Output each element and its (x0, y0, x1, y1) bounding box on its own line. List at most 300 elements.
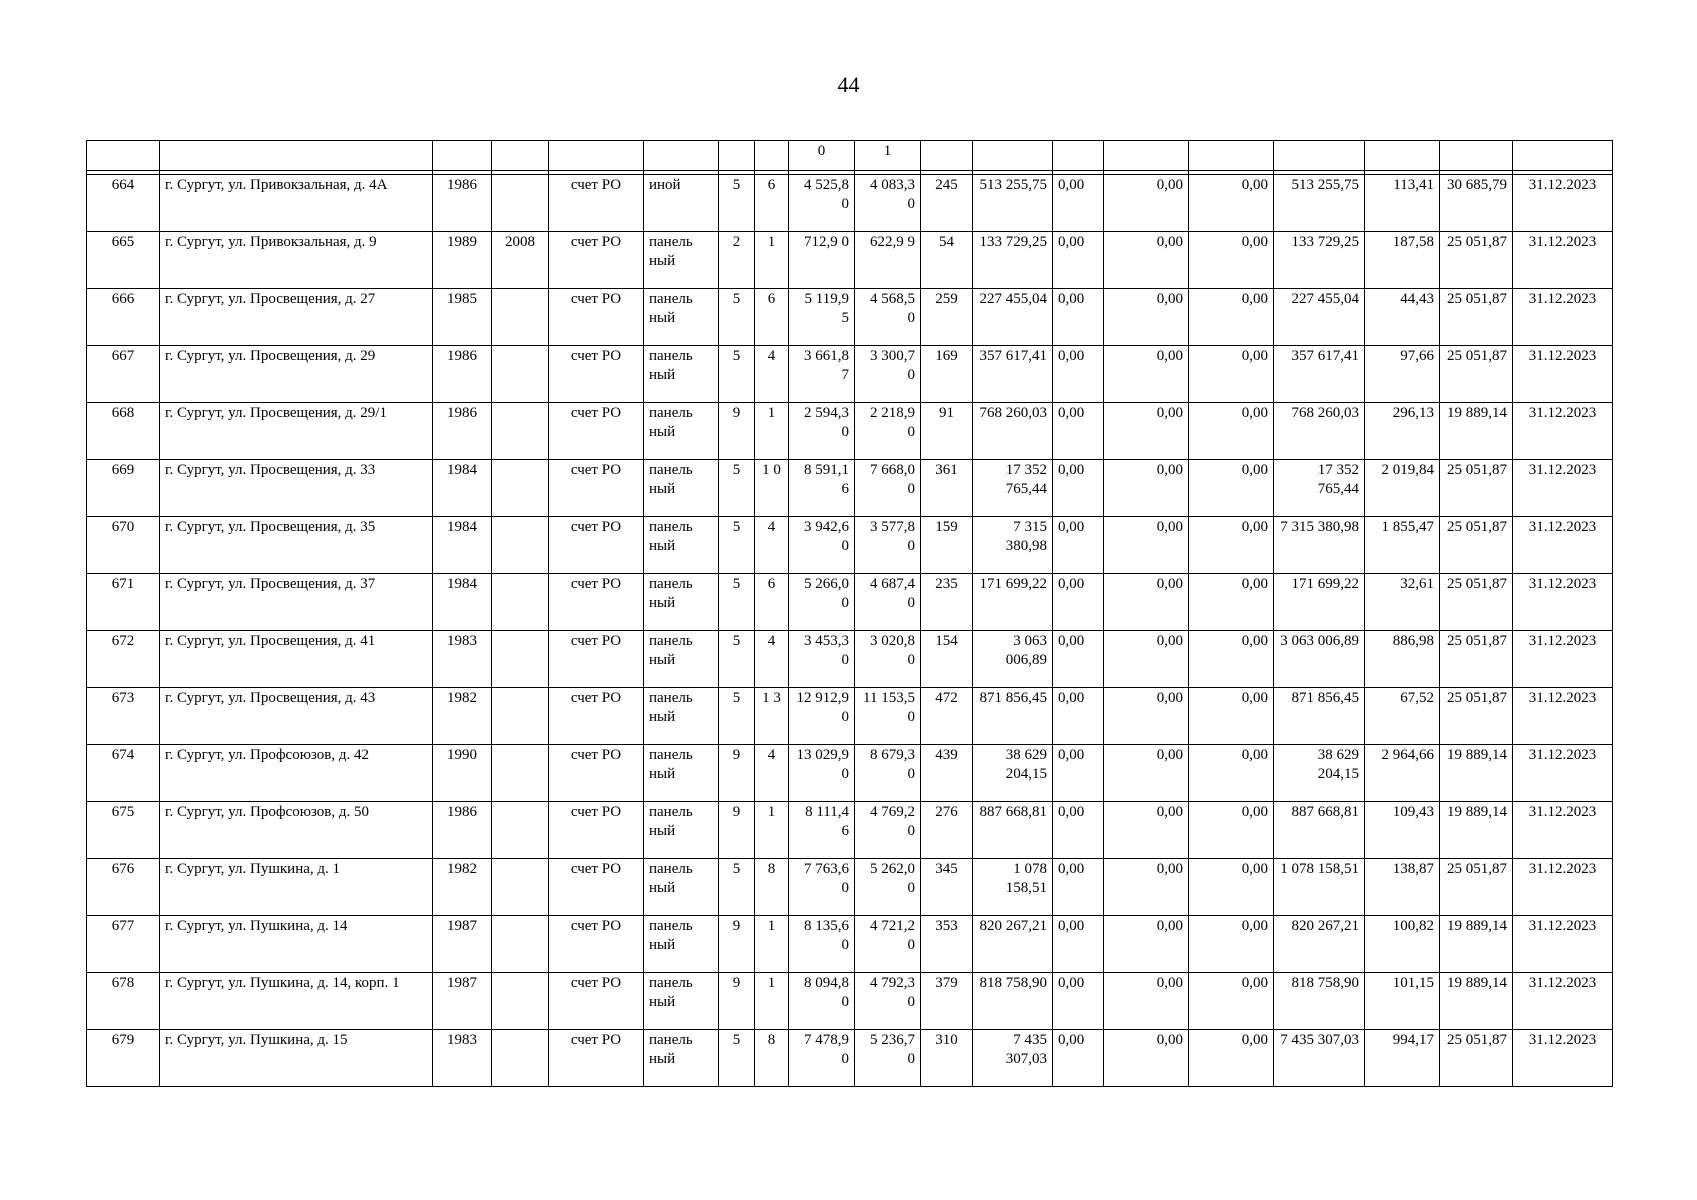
residents-cell: 345 (921, 859, 973, 916)
year-renovated-cell: 2008 (492, 232, 549, 289)
row-number: 668 (87, 403, 160, 460)
deadline-cell: 31.12.2023 (1513, 574, 1613, 631)
value-cell: 0,00 (1104, 688, 1189, 745)
value-cell: 0,00 (1189, 631, 1274, 688)
row-number: 677 (87, 916, 160, 973)
value-cell: 0,00 (1053, 1030, 1104, 1087)
floors-cell: 2 (719, 232, 755, 289)
year-renovated-cell (492, 403, 549, 460)
cost-cell: 17 352 765,44 (973, 460, 1053, 517)
limit-cell: 19 889,14 (1440, 403, 1513, 460)
total-area-cell: 4 525,8 0 (789, 175, 855, 232)
cost-per-m2-cell: 2 019,84 (1365, 460, 1440, 517)
floors-cell: 5 (719, 517, 755, 574)
account-type-cell: счет РО (549, 346, 644, 403)
total-cost-cell: 1 078 158,51 (1274, 859, 1365, 916)
entrances-cell: 4 (755, 517, 789, 574)
cost-per-m2-cell: 100,82 (1365, 916, 1440, 973)
cost-cell: 820 267,21 (973, 916, 1053, 973)
value-cell: 0,00 (1053, 859, 1104, 916)
table-row (87, 1030, 1613, 1087)
continuation-cell (719, 141, 755, 171)
deadline-cell: 31.12.2023 (1513, 802, 1613, 859)
value-cell: 0,00 (1104, 859, 1189, 916)
value-cell: 0,00 (1189, 802, 1274, 859)
deadline-cell: 31.12.2023 (1513, 916, 1613, 973)
entrances-cell: 1 (755, 403, 789, 460)
continuation-cell (87, 141, 160, 171)
value-cell: 0,00 (1053, 175, 1104, 232)
entrances-cell: 8 (755, 1030, 789, 1087)
row-number: 670 (87, 517, 160, 574)
deadline-cell: 31.12.2023 (1513, 631, 1613, 688)
value-cell: 0,00 (1053, 232, 1104, 289)
total-cost-cell: 227 455,04 (1274, 289, 1365, 346)
account-type-cell: счет РО (549, 1030, 644, 1087)
deadline-cell: 31.12.2023 (1513, 517, 1613, 574)
residents-cell: 169 (921, 346, 973, 403)
wall-material-cell: панель ный (644, 517, 719, 574)
total-area-cell: 712,9 0 (789, 232, 855, 289)
living-area-cell: 2 218,9 0 (855, 403, 921, 460)
table-row (87, 232, 1613, 289)
deadline-cell: 31.12.2023 (1513, 403, 1613, 460)
year-renovated-cell (492, 460, 549, 517)
living-area-cell: 5 236,7 0 (855, 1030, 921, 1087)
residents-cell: 353 (921, 916, 973, 973)
residents-cell: 361 (921, 460, 973, 517)
floors-cell: 9 (719, 403, 755, 460)
total-area-cell: 8 135,6 0 (789, 916, 855, 973)
total-area-cell: 3 453,3 0 (789, 631, 855, 688)
limit-cell: 25 051,87 (1440, 688, 1513, 745)
continuation-cell (1440, 141, 1513, 171)
total-cost-cell: 887 668,81 (1274, 802, 1365, 859)
deadline-cell: 31.12.2023 (1513, 346, 1613, 403)
account-type-cell: счет РО (549, 973, 644, 1030)
living-area-cell: 4 083,3 0 (855, 175, 921, 232)
account-type-cell: счет РО (549, 631, 644, 688)
table-row (87, 631, 1613, 688)
value-cell: 0,00 (1189, 688, 1274, 745)
total-area-cell: 5 119,9 5 (789, 289, 855, 346)
continuation-cell (755, 141, 789, 171)
year-built-cell: 1989 (433, 232, 492, 289)
year-renovated-cell (492, 289, 549, 346)
cost-cell: 887 668,81 (973, 802, 1053, 859)
value-cell: 0,00 (1189, 289, 1274, 346)
account-type-cell: счет РО (549, 517, 644, 574)
continuation-cell (973, 141, 1053, 171)
value-cell: 0,00 (1189, 460, 1274, 517)
entrances-cell: 4 (755, 346, 789, 403)
value-cell: 0,00 (1053, 517, 1104, 574)
cost-cell: 7 315 380,98 (973, 517, 1053, 574)
cost-cell: 357 617,41 (973, 346, 1053, 403)
value-cell: 0,00 (1189, 232, 1274, 289)
account-type-cell: счет РО (549, 859, 644, 916)
residents-cell: 472 (921, 688, 973, 745)
total-cost-cell: 768 260,03 (1274, 403, 1365, 460)
housing-register-table (86, 140, 1613, 1087)
entrances-cell: 1 (755, 916, 789, 973)
limit-cell: 25 051,87 (1440, 859, 1513, 916)
residents-cell: 259 (921, 289, 973, 346)
row-number: 664 (87, 175, 160, 232)
continuation-row (87, 141, 1613, 171)
cost-cell: 871 856,45 (973, 688, 1053, 745)
address-cell: г. Сургут, ул. Привокзальная, д. 9 (160, 232, 433, 289)
entrances-cell: 4 (755, 631, 789, 688)
account-type-cell: счет РО (549, 802, 644, 859)
value-cell: 0,00 (1104, 517, 1189, 574)
row-number: 675 (87, 802, 160, 859)
row-number: 678 (87, 973, 160, 1030)
limit-cell: 25 051,87 (1440, 574, 1513, 631)
entrances-cell: 1 (755, 973, 789, 1030)
wall-material-cell: панель ный (644, 346, 719, 403)
address-cell: г. Сургут, ул. Пушкина, д. 1 (160, 859, 433, 916)
continuation-cell (921, 141, 973, 171)
floors-cell: 9 (719, 802, 755, 859)
total-cost-cell: 820 267,21 (1274, 916, 1365, 973)
living-area-cell: 4 687,4 0 (855, 574, 921, 631)
year-renovated-cell (492, 1030, 549, 1087)
limit-cell: 25 051,87 (1440, 289, 1513, 346)
value-cell: 0,00 (1053, 631, 1104, 688)
total-area-cell: 7 763,6 0 (789, 859, 855, 916)
value-cell: 0,00 (1189, 1030, 1274, 1087)
address-cell: г. Сургут, ул. Просвещения, д. 33 (160, 460, 433, 517)
cost-cell: 768 260,03 (973, 403, 1053, 460)
continuation-cell (1274, 141, 1365, 171)
floors-cell: 9 (719, 916, 755, 973)
year-built-cell: 1983 (433, 1030, 492, 1087)
value-cell: 0,00 (1189, 859, 1274, 916)
limit-cell: 25 051,87 (1440, 1030, 1513, 1087)
total-area-cell: 12 912,9 0 (789, 688, 855, 745)
value-cell: 0,00 (1104, 1030, 1189, 1087)
value-cell: 0,00 (1189, 175, 1274, 232)
limit-cell: 25 051,87 (1440, 232, 1513, 289)
value-cell: 0,00 (1104, 346, 1189, 403)
table-row (87, 460, 1613, 517)
deadline-cell: 31.12.2023 (1513, 1030, 1613, 1087)
residents-cell: 310 (921, 1030, 973, 1087)
continuation-cell (160, 141, 433, 171)
value-cell: 0,00 (1053, 289, 1104, 346)
continuation-cell (549, 141, 644, 171)
value-cell: 0,00 (1104, 460, 1189, 517)
year-built-cell: 1986 (433, 403, 492, 460)
value-cell: 0,00 (1053, 973, 1104, 1030)
account-type-cell: счет РО (549, 460, 644, 517)
wall-material-cell: панель ный (644, 1030, 719, 1087)
entrances-cell: 6 (755, 175, 789, 232)
address-cell: г. Сургут, ул. Профсоюзов, д. 50 (160, 802, 433, 859)
table-row (87, 517, 1613, 574)
wall-material-cell: панель ный (644, 745, 719, 802)
table-row (87, 802, 1613, 859)
living-area-cell: 622,9 9 (855, 232, 921, 289)
living-area-cell: 3 300,7 0 (855, 346, 921, 403)
address-cell: г. Сургут, ул. Профсоюзов, д. 42 (160, 745, 433, 802)
wall-material-cell: панель ный (644, 802, 719, 859)
cost-per-m2-cell: 113,41 (1365, 175, 1440, 232)
year-built-cell: 1985 (433, 289, 492, 346)
living-area-cell: 3 020,8 0 (855, 631, 921, 688)
page-number: 44 (837, 72, 860, 97)
cost-cell: 171 699,22 (973, 574, 1053, 631)
floors-cell: 5 (719, 859, 755, 916)
total-cost-cell: 357 617,41 (1274, 346, 1365, 403)
total-cost-cell: 7 435 307,03 (1274, 1030, 1365, 1087)
value-cell: 0,00 (1104, 973, 1189, 1030)
continuation-cell (1513, 141, 1613, 171)
year-renovated-cell (492, 517, 549, 574)
floors-cell: 5 (719, 175, 755, 232)
cost-cell: 1 078 158,51 (973, 859, 1053, 916)
year-renovated-cell (492, 688, 549, 745)
row-number: 673 (87, 688, 160, 745)
value-cell: 0,00 (1104, 802, 1189, 859)
value-cell: 0,00 (1053, 574, 1104, 631)
residents-cell: 245 (921, 175, 973, 232)
total-cost-cell: 38 629 204,15 (1274, 745, 1365, 802)
continuation-cell: 1 (855, 141, 921, 171)
cost-per-m2-cell: 994,17 (1365, 1030, 1440, 1087)
total-cost-cell: 513 255,75 (1274, 175, 1365, 232)
cost-cell: 7 435 307,03 (973, 1030, 1053, 1087)
entrances-cell: 6 (755, 289, 789, 346)
value-cell: 0,00 (1189, 745, 1274, 802)
deadline-cell: 31.12.2023 (1513, 175, 1613, 232)
total-cost-cell: 7 315 380,98 (1274, 517, 1365, 574)
cost-per-m2-cell: 886,98 (1365, 631, 1440, 688)
cost-per-m2-cell: 32,61 (1365, 574, 1440, 631)
table-row (87, 916, 1613, 973)
cost-per-m2-cell: 109,43 (1365, 802, 1440, 859)
limit-cell: 19 889,14 (1440, 802, 1513, 859)
entrances-cell: 1 0 (755, 460, 789, 517)
total-area-cell: 7 478,9 0 (789, 1030, 855, 1087)
year-built-cell: 1987 (433, 916, 492, 973)
year-built-cell: 1984 (433, 460, 492, 517)
table-row (87, 859, 1613, 916)
table-row (87, 403, 1613, 460)
value-cell: 0,00 (1104, 574, 1189, 631)
year-built-cell: 1986 (433, 175, 492, 232)
living-area-cell: 3 577,8 0 (855, 517, 921, 574)
value-cell: 0,00 (1104, 289, 1189, 346)
address-cell: г. Сургут, ул. Просвещения, д. 29 (160, 346, 433, 403)
value-cell: 0,00 (1104, 403, 1189, 460)
entrances-cell: 1 (755, 802, 789, 859)
year-built-cell: 1986 (433, 802, 492, 859)
address-cell: г. Сургут, ул. Пушкина, д. 14 (160, 916, 433, 973)
deadline-cell: 31.12.2023 (1513, 973, 1613, 1030)
cost-per-m2-cell: 296,13 (1365, 403, 1440, 460)
floors-cell: 5 (719, 631, 755, 688)
account-type-cell: счет РО (549, 232, 644, 289)
residents-cell: 54 (921, 232, 973, 289)
total-cost-cell: 818 758,90 (1274, 973, 1365, 1030)
floors-cell: 5 (719, 1030, 755, 1087)
address-cell: г. Сургут, ул. Привокзальная, д. 4А (160, 175, 433, 232)
value-cell: 0,00 (1189, 346, 1274, 403)
year-renovated-cell (492, 802, 549, 859)
table-row (87, 688, 1613, 745)
value-cell: 0,00 (1104, 232, 1189, 289)
value-cell: 0,00 (1189, 916, 1274, 973)
value-cell: 0,00 (1104, 631, 1189, 688)
row-number: 674 (87, 745, 160, 802)
entrances-cell: 1 (755, 232, 789, 289)
row-number: 666 (87, 289, 160, 346)
value-cell: 0,00 (1104, 175, 1189, 232)
total-area-cell: 13 029,9 0 (789, 745, 855, 802)
residents-cell: 154 (921, 631, 973, 688)
total-cost-cell: 171 699,22 (1274, 574, 1365, 631)
total-area-cell: 5 266,0 0 (789, 574, 855, 631)
deadline-cell: 31.12.2023 (1513, 232, 1613, 289)
year-built-cell: 1982 (433, 688, 492, 745)
year-built-cell: 1982 (433, 859, 492, 916)
year-renovated-cell (492, 175, 549, 232)
deadline-cell: 31.12.2023 (1513, 859, 1613, 916)
value-cell: 0,00 (1053, 346, 1104, 403)
value-cell: 0,00 (1053, 745, 1104, 802)
limit-cell: 19 889,14 (1440, 916, 1513, 973)
cost-per-m2-cell: 187,58 (1365, 232, 1440, 289)
living-area-cell: 4 721,2 0 (855, 916, 921, 973)
total-area-cell: 8 094,8 0 (789, 973, 855, 1030)
row-number: 679 (87, 1030, 160, 1087)
table-row (87, 289, 1613, 346)
continuation-cell (1189, 141, 1274, 171)
floors-cell: 5 (719, 688, 755, 745)
cost-per-m2-cell: 67,52 (1365, 688, 1440, 745)
limit-cell: 19 889,14 (1440, 973, 1513, 1030)
value-cell: 0,00 (1053, 460, 1104, 517)
cost-per-m2-cell: 97,66 (1365, 346, 1440, 403)
value-cell: 0,00 (1053, 403, 1104, 460)
continuation-cell (1104, 141, 1189, 171)
table-row (87, 574, 1613, 631)
deadline-cell: 31.12.2023 (1513, 460, 1613, 517)
total-cost-cell: 17 352 765,44 (1274, 460, 1365, 517)
table-row (87, 745, 1613, 802)
residents-cell: 439 (921, 745, 973, 802)
row-number: 671 (87, 574, 160, 631)
total-area-cell: 8 591,1 6 (789, 460, 855, 517)
value-cell: 0,00 (1104, 916, 1189, 973)
cost-cell: 133 729,25 (973, 232, 1053, 289)
year-built-cell: 1984 (433, 517, 492, 574)
address-cell: г. Сургут, ул. Пушкина, д. 15 (160, 1030, 433, 1087)
wall-material-cell: панель ный (644, 916, 719, 973)
row-number: 672 (87, 631, 160, 688)
entrances-cell: 1 3 (755, 688, 789, 745)
wall-material-cell: панель ный (644, 403, 719, 460)
floors-cell: 5 (719, 289, 755, 346)
cost-cell: 513 255,75 (973, 175, 1053, 232)
wall-material-cell: панель ный (644, 574, 719, 631)
wall-material-cell: иной (644, 175, 719, 232)
year-renovated-cell (492, 574, 549, 631)
continuation-cell (1053, 141, 1104, 171)
cost-cell: 38 629 204,15 (973, 745, 1053, 802)
year-built-cell: 1983 (433, 631, 492, 688)
row-number: 665 (87, 232, 160, 289)
value-cell: 0,00 (1053, 688, 1104, 745)
wall-material-cell: панель ный (644, 460, 719, 517)
cost-cell: 227 455,04 (973, 289, 1053, 346)
entrances-cell: 8 (755, 859, 789, 916)
floors-cell: 9 (719, 745, 755, 802)
account-type-cell: счет РО (549, 289, 644, 346)
address-cell: г. Сургут, ул. Пушкина, д. 14, корп. 1 (160, 973, 433, 1030)
year-renovated-cell (492, 631, 549, 688)
wall-material-cell: панель ный (644, 688, 719, 745)
floors-cell: 5 (719, 460, 755, 517)
floors-cell: 9 (719, 973, 755, 1030)
address-cell: г. Сургут, ул. Просвещения, д. 41 (160, 631, 433, 688)
residents-cell: 235 (921, 574, 973, 631)
account-type-cell: счет РО (549, 916, 644, 973)
address-cell: г. Сургут, ул. Просвещения, д. 43 (160, 688, 433, 745)
entrances-cell: 6 (755, 574, 789, 631)
value-cell: 0,00 (1053, 916, 1104, 973)
value-cell: 0,00 (1189, 517, 1274, 574)
account-type-cell: счет РО (549, 403, 644, 460)
value-cell: 0,00 (1189, 973, 1274, 1030)
year-built-cell: 1990 (433, 745, 492, 802)
address-cell: г. Сургут, ул. Просвещения, д. 35 (160, 517, 433, 574)
cost-cell: 3 063 006,89 (973, 631, 1053, 688)
wall-material-cell: панель ный (644, 631, 719, 688)
year-built-cell: 1986 (433, 346, 492, 403)
entrances-cell: 4 (755, 745, 789, 802)
address-cell: г. Сургут, ул. Просвещения, д. 27 (160, 289, 433, 346)
deadline-cell: 31.12.2023 (1513, 688, 1613, 745)
wall-material-cell: панель ный (644, 232, 719, 289)
value-cell: 0,00 (1189, 574, 1274, 631)
year-renovated-cell (492, 346, 549, 403)
wall-material-cell: панель ный (644, 973, 719, 1030)
account-type-cell: счет РО (549, 175, 644, 232)
continuation-cell (644, 141, 719, 171)
year-renovated-cell (492, 916, 549, 973)
year-renovated-cell (492, 745, 549, 802)
limit-cell: 19 889,14 (1440, 745, 1513, 802)
residents-cell: 379 (921, 973, 973, 1030)
limit-cell: 25 051,87 (1440, 346, 1513, 403)
floors-cell: 5 (719, 346, 755, 403)
residents-cell: 91 (921, 403, 973, 460)
value-cell: 0,00 (1053, 802, 1104, 859)
living-area-cell: 4 769,2 0 (855, 802, 921, 859)
table-row (87, 175, 1613, 232)
account-type-cell: счет РО (549, 745, 644, 802)
continuation-cell (433, 141, 492, 171)
floors-cell: 5 (719, 574, 755, 631)
address-cell: г. Сургут, ул. Просвещения, д. 37 (160, 574, 433, 631)
cost-cell: 818 758,90 (973, 973, 1053, 1030)
total-cost-cell: 3 063 006,89 (1274, 631, 1365, 688)
value-cell: 0,00 (1189, 403, 1274, 460)
cost-per-m2-cell: 2 964,66 (1365, 745, 1440, 802)
